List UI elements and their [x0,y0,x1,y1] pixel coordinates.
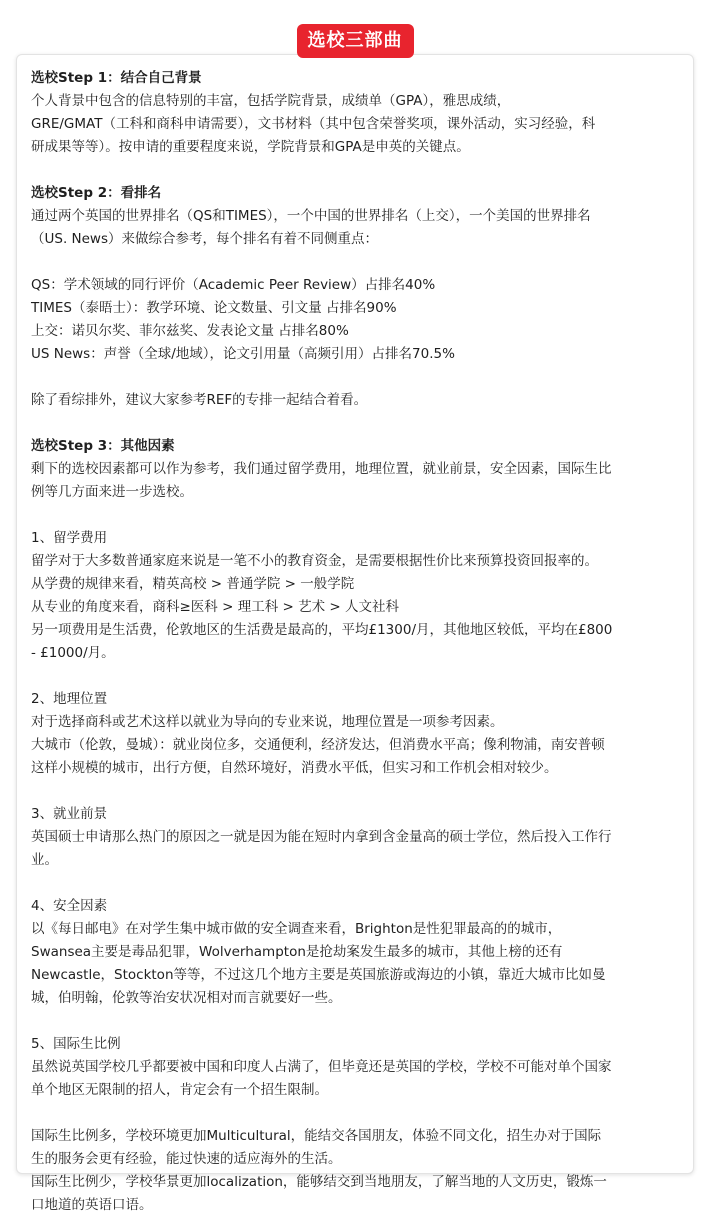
text-line: GRE/GMAT（工科和商科申请需要），文书材料（其中包含荣誉奖项，课外活动，实习经验，科 [31,116,596,132]
text-line: 3、就业前景 [31,806,108,822]
text-line: US News：声誉（全球/地域），论文引用量（高频引用）占排名70.5% [31,346,455,362]
blank-line [31,872,675,895]
blank-line [31,1010,675,1033]
text-line: - £1000/月。 [31,645,115,661]
text-line: 国际生比例少，学校华景更加localization，能够结交到当地朋友，了解当地的人文历史，锻炼一 [31,1174,607,1190]
title-badge: 选校三部曲 [297,24,414,58]
blank-line [31,251,675,274]
text-line: 个人背景中包含的信息特别的丰富，包括学院背景，成绩单（GPA），雅思成绩， [31,93,511,109]
blank-line [31,1102,675,1125]
blank-line [31,504,675,527]
text-line: 这样小规模的城市，出行方便，自然环境好，消费水平低，但实习和工作机会相对较少。 [31,760,558,776]
text-line: 从学费的规律来看，精英高校 > 普通学院 > 一般学院 [31,576,355,592]
blank-line [31,366,675,389]
text-line: 4、安全因素 [31,898,108,914]
section-heading: 选校Step 1：结合自己背景 [31,70,202,86]
content-card [16,54,694,1213]
title-badge-wrapper [0,24,710,58]
text-line: TIMES（泰晤士）：教学环境、论文数量、引文量 占排名90% [31,300,397,316]
text-line: 研成果等等）。按申请的重要程度来说，学院背景和GPA是申英的关键点。 [31,139,470,155]
blank-line [31,780,675,803]
text-line: Swansea主要是毒品犯罪，Wolverhampton是抢劫案发生最多的城市，其他上榜的还有 [31,944,563,960]
text-line: 通过两个英国的世界排名（QS和TIMES），一个中国的世界排名（上交），一个美国的世界排名 [31,208,591,224]
section-heading: 选校Step 3：其他因素 [31,438,175,454]
text-line: 5、国际生比例 [31,1036,121,1052]
text-line: 单个地区无限制的招人，肯定会有一个招生限制。 [31,1082,328,1098]
text-line: 例等几方面来进一步选校。 [31,484,193,500]
section-heading: 选校Step 2：看排名 [31,185,162,201]
text-line: 大城市（伦敦，曼城）：就业岗位多，交通便利，经济发达，但消费水平高；像利物浦，南安普顿 [31,737,605,753]
text-line: 除了看综排外，建议大家参考REF的专排一起结合着看。 [31,392,368,408]
text-line: 虽然说英国学校几乎都要被中国和印度人占满了，但毕竟还是英国的学校，学校不可能对单个国家 [31,1059,612,1075]
text-line: 1、留学费用 [31,530,108,546]
text-line: 口地道的英语口语。 [31,1197,153,1213]
text-line: 英国硕士申请那么热门的原因之一就是因为能在短时内拿到含金量高的硕士学位，然后投入工作行 [31,829,612,845]
text-line: 城，伯明翰，伦敦等治安状况相对而言就要好一些。 [31,990,342,1006]
text-line: 留学对于大多数普通家庭来说是一笔不小的教育资金，是需要根据性价比来预算投资回报率的。 [31,553,598,569]
text-line: 上交：诺贝尔奖、菲尔兹奖、发表论文量 占排名80% [31,323,349,339]
text-line: 2、地理位置 [31,691,108,707]
text-line: 另一项费用是生活费，伦敦地区的生活费是最高的，平均£1300/月，其他地区较低，平均在£800 [31,622,613,638]
text-line: 业。 [31,852,58,868]
text-line: QS：学术领域的同行评价（Academic Peer Review）占排名40% [31,277,436,293]
text-line: 国际生比例多，学校环境更加Multicultural，能结交各国朋友，体验不同文化，招生办对于国际 [31,1128,602,1144]
text-line: 从专业的角度来看，商科≥医科 > 理工科 > 艺术 > 人文社科 [31,599,399,615]
text-line: （US. News）来做综合参考，每个排名有着不同侧重点： [31,231,379,247]
text-line: Newcastle，Stockton等等，不过这几个地方主要是英国旅游或海边的小镇，靠近大城市比如曼 [31,967,606,983]
blank-line [31,159,675,182]
text-line: 剩下的选校因素都可以作为参考，我们通过留学费用，地理位置，就业前景，安全因素，国际生比 [31,461,612,477]
text-line: 对于选择商科或艺术这样以就业为导向的专业来说，地理位置是一项参考因素。 [31,714,504,730]
blank-line [31,412,675,435]
text-line: 生的服务会更有经验，能过快速的适应海外的生活。 [31,1151,342,1167]
text-line: 以《每日邮电》在对学生集中城市做的安全调查来看，Brighton是性犯罪最高的的城市， [31,921,562,937]
blank-line [31,665,675,688]
